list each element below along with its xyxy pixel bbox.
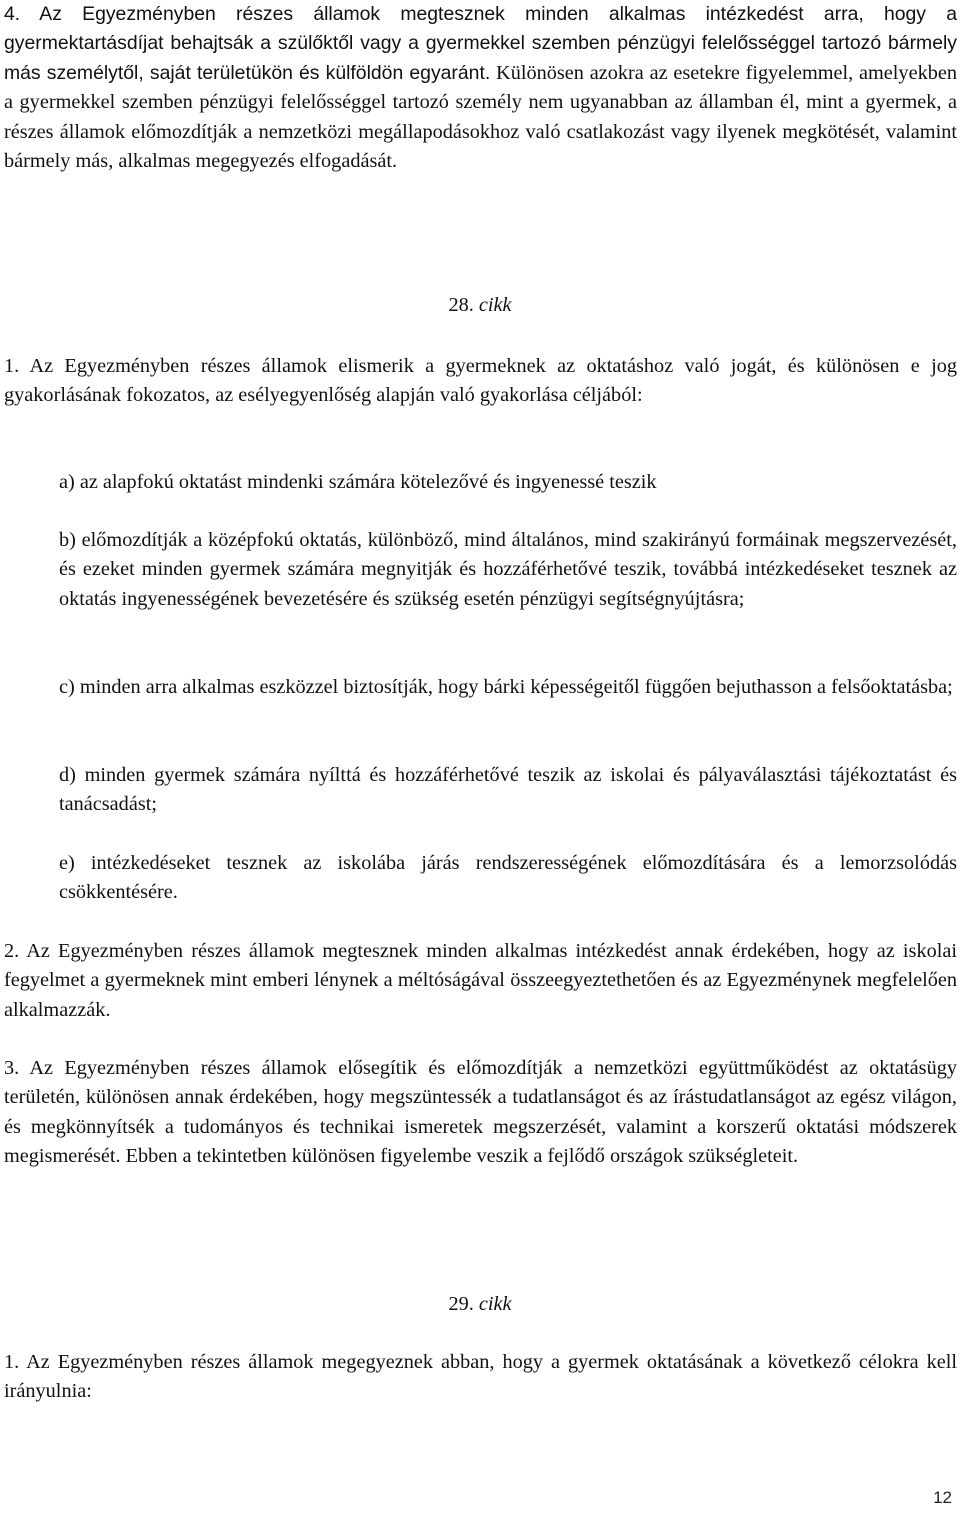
paragraph-29-1: 1. Az Egyezményben részes államok megegyeznek abban, hogy a gyermek oktatásának a következő célokra kell irányulnia: <box>4 1351 957 1403</box>
paragraph-27-4-lead: 4. Az Egyezményben részes államok megtesznek minden alkalmas intézkedést arra, hogy a gyermektartásdíjat behajtsák a szülőktől vagy a gyermekkel szemben pénzügyi felelősséggel tartozó bármely más személytől, saját területükön és külföldön egyaránt. <box>4 3 957 84</box>
item-e: e) intézkedéseket tesznek az iskolába járás rendszerességének előmozdítására és a lemorzsolódás csökkentésére. <box>59 852 957 904</box>
item-d: d) minden gyermek számára nyílttá és hozzáférhetővé teszik az iskolai és pályaválasztási tájékoztatást és tanácsadást; <box>59 764 957 816</box>
paragraph-28-3: 3. Az Egyezményben részes államok elősegítik és előmozdítják a nemzetközi együttműködést az oktatásügy területén, különösen annak érdekében, hogy megszüntessék a tudatlanságot és az írástudatlanságot az egész világon, és megkönnyítsék a tudományos és technikai ismeretek megszerzését, valamint a korszerű oktatási módszerek megismerését. Ebben a tekintetben különösen figyelembe veszik a fejlődő országok szükségleteit. <box>4 1057 957 1168</box>
paragraph-28-1: 1. Az Egyezményben részes államok elismerik a gyermeknek az oktatáshoz való jogát, és különösen e jog gyakorlásának fokozatos, az esélyegyenlőség alapján való gyakorlása céljából: <box>4 355 957 407</box>
item-b: b) előmozdítják a középfokú oktatás, különböző, mind általános, mind szakirányú formáinak megszervezését, és ezeket minden gyermek számára megnyitják és hozzáférhetővé teszik, továbbá intézkedéseket tesznek az oktatás ingyenességének bevezetésére és szükség esetén pénzügyi segítségnyújtásra; <box>59 529 957 610</box>
item-c: c) minden arra alkalmas eszközzel biztosítják, hogy bárki képességeitől függően bejuthasson a felsőoktatásba; <box>59 676 953 698</box>
article-28-heading <box>0 291 960 320</box>
paragraph-27-4 <box>4 0 957 176</box>
page-number: 12 <box>933 1488 952 1507</box>
article-28-number: 28. <box>448 294 474 316</box>
paragraph-28-2: 2. Az Egyezményben részes államok megtesznek minden alkalmas intézkedést annak érdekében, hogy az iskolai fegyelmet a gyermeknek mint emberi lénynek a méltóságával összeegyeztethetően és az Egyezménynek megfelelően alkalmazzák. <box>4 940 957 1021</box>
article-28-word: cikk <box>478 294 512 316</box>
paragraph-27-4-rest: Különösen azokra az esetekre figyelemmel, amelyekben a gyermekkel szemben pénzügyi felelősséggel tartozó személy nem ugyanabban az államban él, mint a gyermek, a részes államok előmozdítják a nemzetközi megállapodásokhoz való csatlakozást vagy ilyenek megkötését, valamint bármely más, alkalmas megegyezés elfogadását. <box>4 61 957 173</box>
article-29-word: cikk <box>478 1293 512 1315</box>
article-29-heading <box>0 1290 960 1319</box>
article-29-number: 29. <box>448 1293 474 1315</box>
item-a: a) az alapfokú oktatást mindenki számára kötelezővé és ingyenessé teszik <box>59 471 657 493</box>
